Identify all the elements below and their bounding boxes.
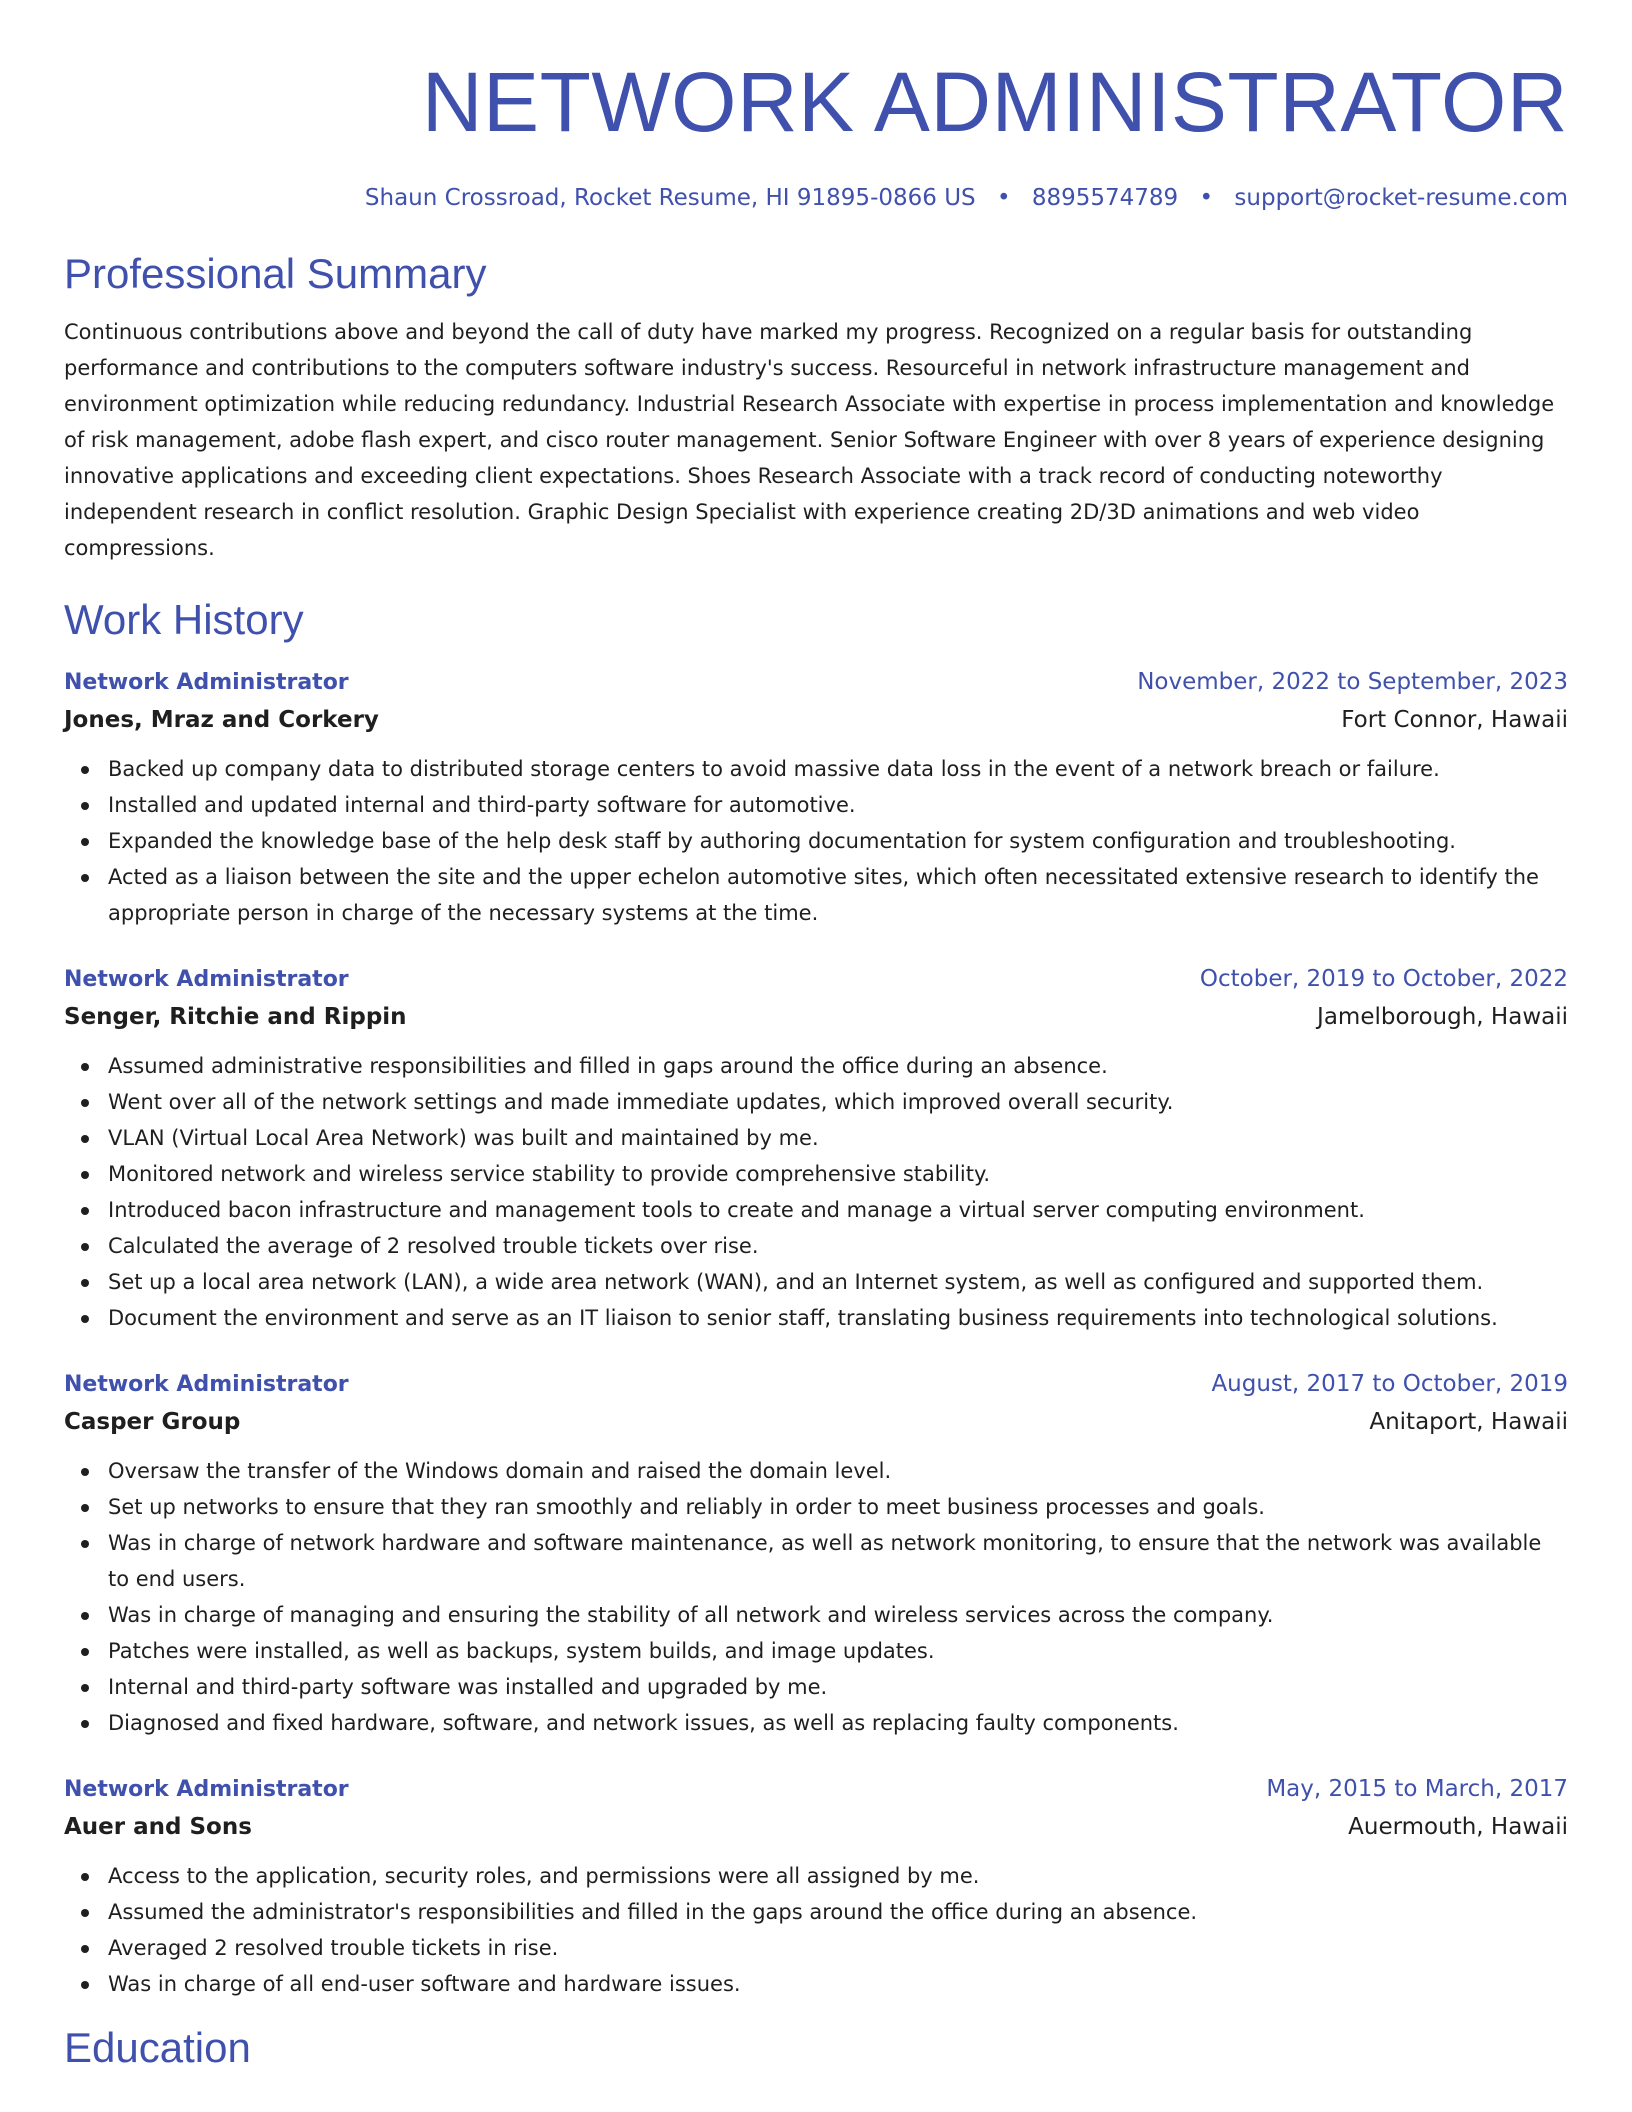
job-company: Auer and Sons [64,1814,252,1840]
list-item: Installed and updated internal and third-party software for automotive. [108,787,1568,823]
summary-heading: Professional Summary [64,250,487,297]
list-item: Calculated the average of 2 resolved trouble tickets over rise. [108,1228,1568,1264]
summary-text: Continuous contributions above and beyond the call of duty have marked my progress. Recognized on a regular basis for outstanding performance and contributions to the computers software industry's success. Resourceful in network infrastructure management and environment optimization while reducing redundancy. Industrial Research Associate with expertise in process implementation and knowledge of risk management, adobe flash expert, and cisco router management. Senior Software Engineer with over 8 years of experience designing innovative applications and exceeding client expectations. Shoes Research Associate with a track record of conducting noteworthy independent research in conflict resolution. Graphic Design Specialist with experience creating 2D/3D animations and web video compressions. [64,320,1555,560]
job-title: Network Administrator [64,1372,349,1397]
list-item: Document the environment and serve as an IT liaison to senior staff, translating business requirements into technological solutions. [108,1300,1568,1336]
list-item: Was in charge of network hardware and software maintenance, as well as network monitoring, to ensure that the network was available to end users. [108,1525,1568,1597]
contact-address: Shaun Crossroad, Rocket Resume, HI 91895-0866 US [364,185,976,211]
job-bullets [64,1858,1568,2002]
list-item: Was in charge of all end-user software and hardware issues. [108,1966,1568,2002]
job-dates: November, 2022 to September, 2023 [1137,669,1568,695]
list-item: Internal and third-party software was installed and upgraded by me. [108,1669,1568,1705]
list-item: Assumed the administrator's responsibilities and filled in the gaps around the office during an absence. [108,1894,1568,1930]
job-dates: October, 2019 to October, 2022 [1199,966,1568,992]
job-location: Auermouth, Hawaii [1348,1814,1568,1840]
job-title: Network Administrator [64,670,349,695]
job-entry [64,664,1568,931]
contact-line [64,182,1568,214]
list-item: Oversaw the transfer of the Windows domain and raised the domain level. [108,1453,1568,1489]
contact-phone: 8895574789 [1031,185,1179,211]
resume-title: NETWORK ADMINISTRATOR [421,55,1568,149]
work-history-heading: Work History [64,596,304,643]
resume-page [64,0,1568,2074]
list-item: Patches were installed, as well as backups, system builds, and image updates. [108,1633,1568,1669]
list-item: Access to the application, security roles, and permissions were all assigned by me. [108,1858,1568,1894]
contact-separator: • [996,185,1011,211]
job-title: Network Administrator [64,1777,349,1802]
job-location: Fort Connor, Hawaii [1341,707,1568,733]
list-item: Averaged 2 resolved trouble tickets in rise. [108,1930,1568,1966]
list-item: Expanded the knowledge base of the help desk staff by authoring documentation for system configuration and troubleshooting. [108,823,1568,859]
list-item: Backed up company data to distributed storage centers to avoid massive data loss in the event of a network breach or failure. [108,751,1568,787]
job-company: Jones, Mraz and Corkery [64,707,379,733]
contact-separator: • [1199,185,1214,211]
education-heading: Education [64,2024,251,2071]
job-entry [64,1771,1568,2002]
list-item: Monitored network and wireless service stability to provide comprehensive stability. [108,1156,1568,1192]
job-company: Senger, Ritchie and Rippin [64,1004,407,1030]
job-title: Network Administrator [64,967,349,992]
list-item: VLAN (Virtual Local Area Network) was built and maintained by me. [108,1120,1568,1156]
list-item: Acted as a liaison between the site and the upper echelon automotive sites, which often necessitated extensive research to identify the appropriate person in charge of the necessary systems at the time. [108,859,1568,931]
list-item: Introduced bacon infrastructure and management tools to create and manage a virtual server computing environment. [108,1192,1568,1228]
list-item: Set up networks to ensure that they ran smoothly and reliably in order to meet business processes and goals. [108,1489,1568,1525]
job-entry [64,961,1568,1336]
job-entry [64,1366,1568,1741]
list-item: Was in charge of managing and ensuring the stability of all network and wireless services across the company. [108,1597,1568,1633]
job-dates: August, 2017 to October, 2019 [1211,1371,1568,1397]
job-location: Anitaport, Hawaii [1369,1409,1568,1435]
list-item: Assumed administrative responsibilities and filled in gaps around the office during an absence. [108,1048,1568,1084]
list-item: Went over all of the network settings and made immediate updates, which improved overall security. [108,1084,1568,1120]
job-location: Jamelborough, Hawaii [1317,1004,1568,1030]
contact-email: support@rocket-resume.com [1234,185,1568,211]
job-bullets [64,1048,1568,1336]
job-bullets [64,751,1568,931]
job-bullets [64,1453,1568,1741]
job-dates: May, 2015 to March, 2017 [1266,1776,1568,1802]
list-item: Set up a local area network (LAN), a wide area network (WAN), and an Internet system, as well as configured and supported them. [108,1264,1568,1300]
list-item: Diagnosed and fixed hardware, software, and network issues, as well as replacing faulty components. [108,1705,1568,1741]
job-company: Casper Group [64,1409,241,1435]
